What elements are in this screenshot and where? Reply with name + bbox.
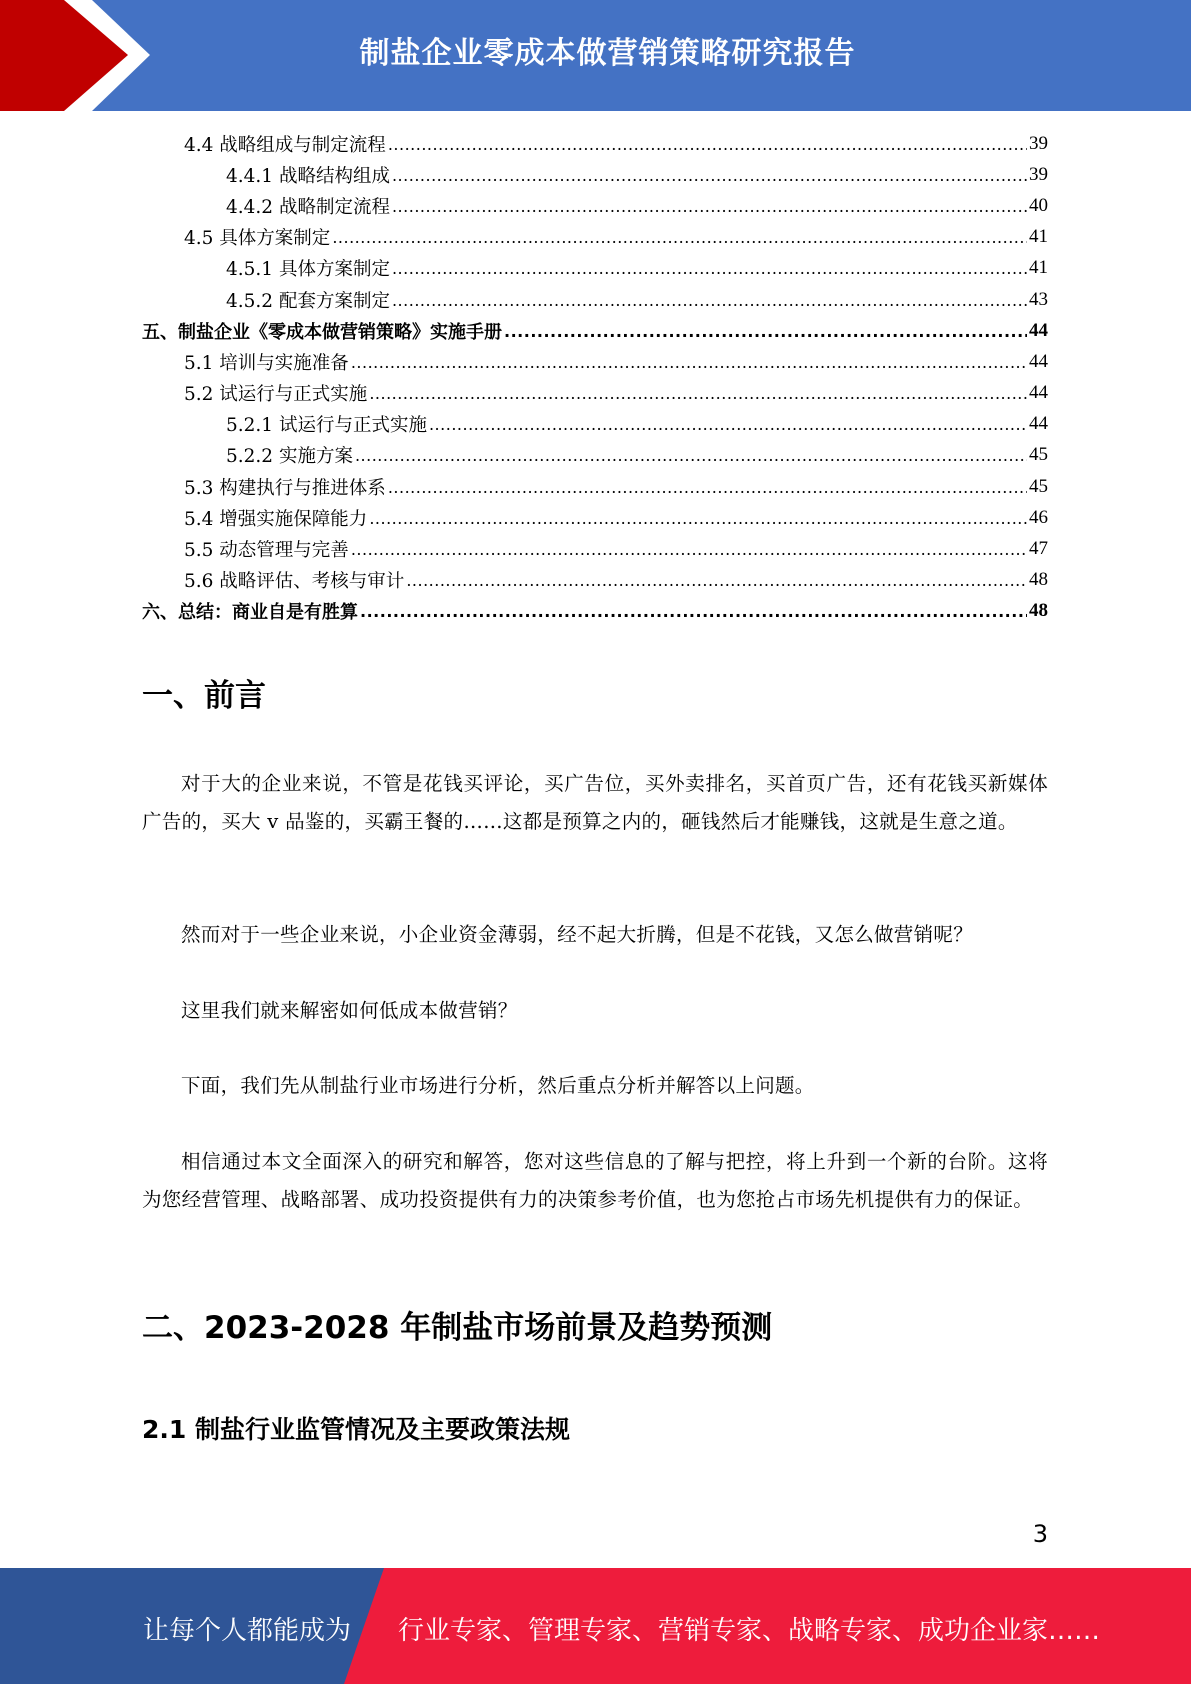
page-header — [0, 0, 1191, 111]
toc-leader-dots — [360, 599, 1027, 623]
toc-entry[interactable] — [142, 533, 1048, 564]
toc-entry[interactable] — [142, 502, 1048, 533]
section-heading-preface: 一、前言 — [142, 678, 266, 714]
toc-leader-dots — [388, 475, 1027, 499]
toc-entry-title: 4.5.2 配套方案制定 — [226, 290, 390, 312]
toc-entry-page: 39 — [1029, 163, 1048, 185]
header-title: 制盐企业零成本做营销策略研究报告 — [359, 36, 856, 71]
toc-entry[interactable] — [142, 128, 1048, 159]
toc-entry-page: 47 — [1029, 538, 1048, 560]
toc-entry[interactable] — [142, 596, 1048, 627]
toc-entry-page: 43 — [1029, 288, 1048, 310]
toc-leader-dots — [369, 506, 1027, 530]
paragraph-3: 这里我们就来解密如何低成本做营销？ — [181, 999, 518, 1022]
toc-entry-page: 39 — [1029, 132, 1048, 154]
toc-entry[interactable] — [142, 159, 1048, 190]
toc-entry[interactable] — [142, 565, 1048, 596]
toc-leader-dots — [351, 537, 1027, 561]
toc-entry-title: 5.2.2 实施方案 — [226, 446, 353, 468]
toc-leader-dots — [388, 132, 1027, 156]
toc-entry[interactable] — [142, 471, 1048, 502]
paragraph-2: 然而对于一些企业来说，小企业资金薄弱，经不起大折腾，但是不花钱，又怎么做营销呢？ — [181, 923, 974, 946]
toc-leader-dots — [429, 412, 1027, 436]
toc-leader-dots — [332, 225, 1027, 249]
toc-entry[interactable] — [142, 253, 1048, 284]
toc-entry-page: 46 — [1029, 506, 1048, 528]
toc-entry-page: 45 — [1029, 475, 1048, 497]
paragraph-5: 相信通过本文全面深入的研究和解答，您对这些信息的了解与把控，将上升到一个新的台阶。这将为您经营管理、战略部署、成功投资提供有力的决策参考价值，也为您抢占市场先机提供有力的保证。 — [142, 1150, 1048, 1211]
table-of-contents — [142, 128, 1048, 627]
toc-leader-dots — [504, 319, 1027, 343]
toc-entry-page: 48 — [1029, 600, 1048, 622]
toc-leader-dots — [392, 288, 1027, 312]
toc-entry-page: 44 — [1029, 413, 1048, 435]
subsection-heading-regulation: 2.1 制盐行业监管情况及主要政策法规 — [142, 1415, 570, 1444]
toc-entry-title: 5.2.1 试运行与正式实施 — [226, 415, 427, 437]
toc-leader-dots — [392, 256, 1027, 280]
toc-entry-title: 4.4.1 战略结构组成 — [226, 165, 390, 187]
toc-entry-title: 5.5 动态管理与完善 — [184, 540, 349, 562]
toc-entry-title: 4.4.2 战略制定流程 — [226, 196, 390, 218]
footer-slogan-right: 行业专家、管理专家、营销专家、战略专家、成功企业家…… — [398, 1616, 1101, 1646]
toc-entry-title: 4.5.1 具体方案制定 — [226, 259, 390, 281]
page-number: 3 — [1032, 1520, 1048, 1548]
toc-entry-title: 4.5 具体方案制定 — [184, 228, 331, 250]
toc-leader-dots — [406, 568, 1027, 592]
toc-leader-dots — [355, 443, 1027, 467]
toc-entry-title: 5.3 构建执行与推进体系 — [184, 477, 386, 499]
toc-entry-title: 六、总结：商业自是有胜算 — [142, 602, 358, 624]
footer-slogan-left: 让每个人都能成为 — [143, 1616, 352, 1646]
section-heading-forecast: 二、2023-2028 年制盐市场前景及趋势预测 — [142, 1310, 773, 1346]
toc-entry[interactable] — [142, 378, 1048, 409]
toc-leader-dots — [392, 163, 1027, 187]
toc-leader-dots — [392, 194, 1027, 218]
toc-entry-title: 五、制盐企业《零成本做营销策略》实施手册 — [142, 321, 502, 343]
toc-leader-dots — [369, 381, 1027, 405]
toc-entry[interactable] — [142, 409, 1048, 440]
toc-entry-title: 5.1 培训与实施准备 — [184, 352, 349, 374]
toc-entry[interactable] — [142, 315, 1048, 346]
paragraph-1: 对于大的企业来说，不管是花钱买评论，买广告位，买外卖排名，买首页广告，还有花钱买新媒体广告的，买大 v 品鉴的，买霸王餐的……这都是预算之内的，砸钱然后才能赚钱，这就是生意之道。 — [142, 772, 1048, 833]
toc-entry-title: 5.6 战略评估、考核与审计 — [184, 571, 405, 593]
toc-entry-page: 44 — [1029, 350, 1048, 372]
toc-entry-page: 44 — [1029, 319, 1048, 341]
toc-entry-page: 48 — [1029, 569, 1048, 591]
toc-entry[interactable] — [142, 222, 1048, 253]
toc-entry[interactable] — [142, 346, 1048, 377]
toc-entry-title: 4.4 战略组成与制定流程 — [184, 134, 386, 156]
toc-entry-title: 5.2 试运行与正式实施 — [184, 384, 368, 406]
toc-entry-page: 41 — [1029, 257, 1048, 279]
toc-entry[interactable] — [142, 440, 1048, 471]
toc-entry-page: 44 — [1029, 382, 1048, 404]
toc-entry-title: 5.4 增强实施保障能力 — [184, 508, 368, 530]
page-footer — [0, 1568, 1191, 1684]
toc-entry-page: 40 — [1029, 194, 1048, 216]
toc-leader-dots — [351, 350, 1027, 374]
paragraph-4: 下面，我们先从制盐行业市场进行分析，然后重点分析并解答以上问题。 — [181, 1074, 815, 1097]
toc-entry[interactable] — [142, 190, 1048, 221]
toc-entry[interactable] — [142, 284, 1048, 315]
toc-entry-page: 41 — [1029, 226, 1048, 248]
toc-entry-page: 45 — [1029, 444, 1048, 466]
